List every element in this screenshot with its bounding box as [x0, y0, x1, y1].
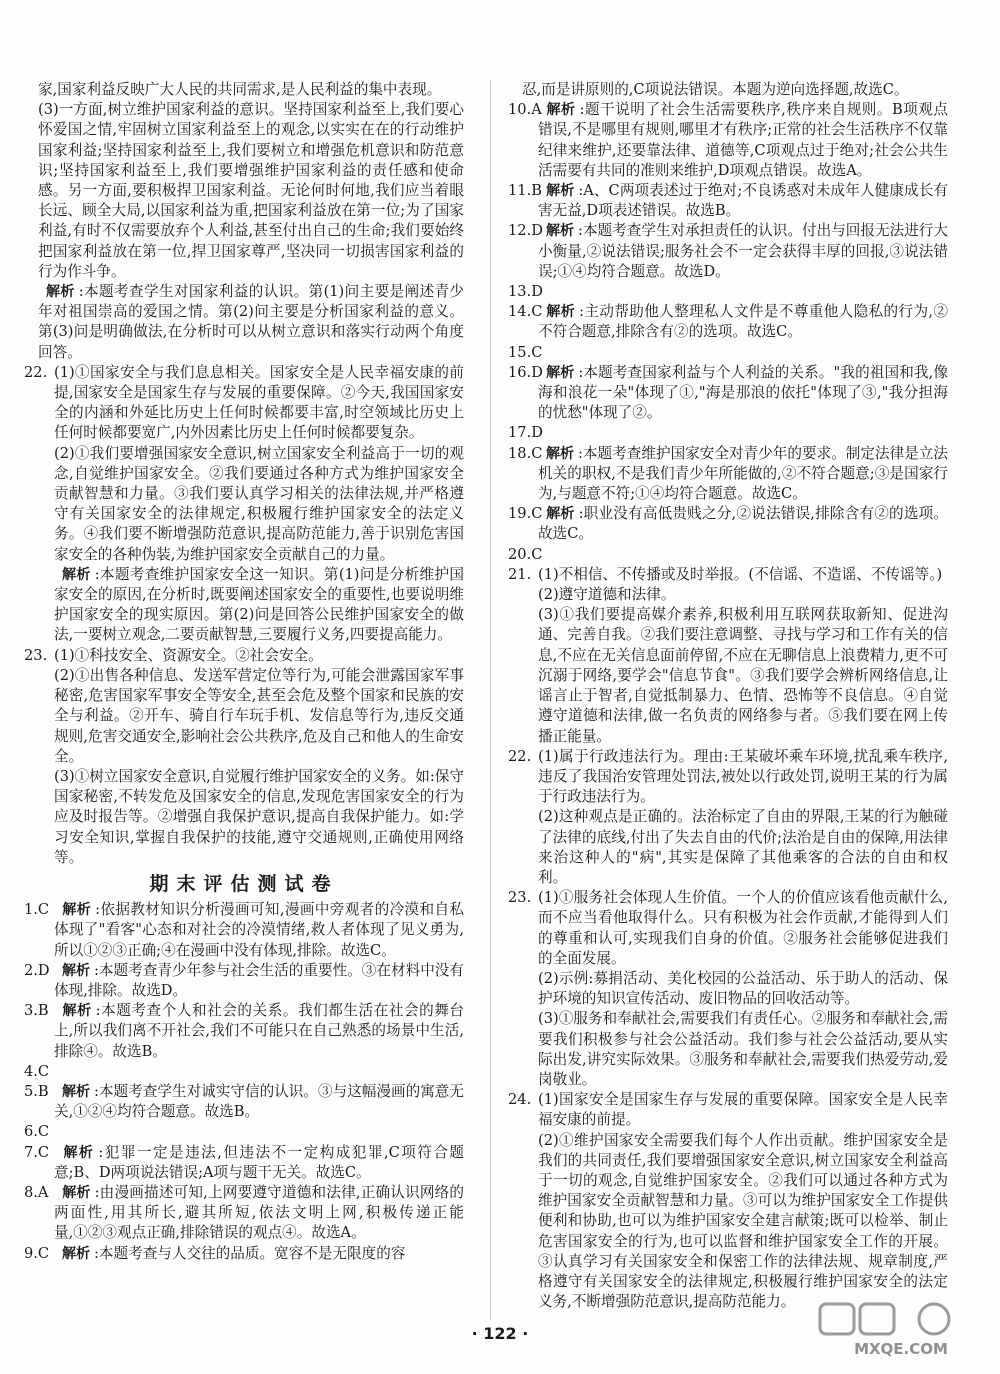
right-column	[508, 80, 948, 1312]
answer-item: 9.C 解析 :本题考查与人交往的品质。宽容不是无限度的容	[24, 1244, 406, 1262]
answer-number: 22.	[24, 363, 48, 381]
answer-item: 8.A 解析 :由漫画描述可知,上网要遵守道德和法律,正确认识网络的两面性,用其所长,避其所短,依法文明上网,积极传递正能量,①②③观点正确,排除错误的观点④。故选A。	[24, 1183, 464, 1242]
answer-item: 22. (1)属于行政违法行为。理由:王某破坏乘车环境,扰乱乘车秩序,违反了我国治安管理处罚法,被处以行政处罚,说明王某的行为属于行政违法行为。 (2)这种观点是正确的。法治标定了自由的界限,王某的行为触碰了法律的底线,付出了失去自由的代价;法治是自由的保障,用法律来治这种人的"病",其实是保障了其他乘客的合法的自由和权利。	[508, 747, 948, 886]
answer-item: 10.A 解析 :题干说明了社会生活需要秩序,秩序来自规则。B项观点错误,不是哪里有规则,哪里才有秩序;正常的社会生活秩序不仅靠纪律来维护,还要靠法律、道德等,C项观点过于绝对;社会公共生活需要有共同的准则来维护,D项观点错误。故选A。	[508, 101, 948, 179]
answer-item: 12.D 解析 :本题考查学生对承担责任的认识。付出与回报无法进行大小衡量,②说法错误;服务社会不一定会获得丰厚的回报,③说法错误;①④均符合题意。故选D。	[508, 222, 949, 280]
answer-item: 6.C	[24, 1123, 50, 1141]
analysis-label: 解析	[62, 566, 91, 583]
answer-item: 5.B 解析 :本题考查学生对诚实守信的认识。③与这幅漫画的寓意无关,①②④均符合题意。故选B。	[24, 1082, 465, 1121]
watermark-logo-icon	[816, 1300, 986, 1360]
answer-item: 21. (1)不相信、不传播或及时举报。(不信谣、不造谣、不传谣等。) (2)遵守道德和法律。 (3)①我们要提高媒介素养,积极利用互联网获取新知、促进沟通、完善自我。②我们要注意调整、寻找与学习和工作有关的信息,不应在无关信息面前停留,不应在无聊信息上浪费精力,更不可沉溺于网络,要学会"信息节食"。③我们要学会辨析网络信息,让谣言止于智者,自觉抵制暴力、色情、恐怖等不良信息。④自觉遵守道德和法律,做一名负责的网络参与者。⑤我们要在网上传播正能量。	[508, 565, 948, 745]
paragraph: 家,国家利益反映广大人民的共同需求,是人民利益的集中表现。	[38, 81, 442, 98]
answer-item: 7.C 解析 :犯罪一定是违法,但违法不一定构成犯罪,C项符合题意;B、D两项说法错误;A项与题干无关。故选C。	[24, 1143, 464, 1181]
answer-item: 4.C	[24, 1062, 50, 1080]
analysis-label: 解析	[46, 284, 75, 301]
watermark-logo	[816, 1300, 986, 1360]
paragraph: 忍,而是讲原则的,C项说法错误。本题为逆向选择题,故选C。	[522, 81, 909, 98]
column-divider	[490, 80, 491, 1320]
answer-item: 17.D	[508, 424, 543, 442]
answer-item: 13.D	[508, 283, 543, 301]
page-number: · 122 ·	[471, 1324, 529, 1343]
answer-item: 1.C 解析 :依据教材知识分析漫画可知,漫画中旁观者的冷漠和自私体现了"看客"心态和对社会的冷漠情绪,救人者体现了见义勇为,所以①②③正确;④在漫画中没有体现,排除。故选C。	[24, 901, 464, 959]
section-title: 期末评估测试卷	[149, 872, 339, 895]
answer-item: 24. (1)国家安全是国家生存与发展的重要保障。国家安全是人民幸福安康的前提。 (2)①维护国家安全需要我们每个人作出贡献。维护国家安全是我们的共同责任,我们要增强国家安全意识,树立国家安全利益高于一切的观念,自觉维护国家安全。②我们可以通过各种方式为维护国家安全贡献智慧和力量。③可以为维护国家安全工作提供便利和协助,也可以为维护国家安全建言献策;既可以检举、制止危害国家安全的行为,也可以监督和维护国家安全工作的开展。③认真学习有关国家安全和保密工作的法律法规、规章制度,严格遵守有关国家安全的法律规定,积极履行维护国家安全的法定义务,不断增强防范意识,提高防范能力。	[508, 1091, 948, 1311]
analysis-paragraph: 解析 :本题考查学生对国家利益的认识。第(1)问主要是阐述青少年对祖国崇高的爱国之情。第(2)问主要是分析国家利益的意义。第(3)问是明确做法,在分析时可以从树立意识和落实行动两个角度回答。	[38, 283, 465, 361]
paragraph: (3)一方面,树立维护国家利益的意识。坚持国家利益至上,我们要心怀爱国之情,牢固树立国家利益至上的观念,以实实在在的行动维护国家利益;坚持国家利益至上,我们要树立和增强危机意识和防范意识;坚持国家利益至上,我们要增强维护国家利益的责任感和使命感。另一方面,要积极捍卫国家利益。无论何时何地,我们应当着眼长远、顾全大局,以国家利益为重,把国家利益放在第一位;为了国家利益,有时不仅需要放弃个人利益,甚至付出自己的生命;我们要始终把国家利益放在第一位,捍卫国家尊严,坚决同一切损害国家利益的行为作斗争。	[38, 101, 464, 280]
answer-item: 16.D 解析 :本题考查国家利益与个人利益的关系。"我的祖国和我,像海和浪花一朵"体现了①,"海是那浪的依托"体现了③,"我分担海的忧愁"体现了②。	[508, 363, 948, 422]
svg-text:MXQE.COM: MXQE.COM	[854, 1340, 948, 1358]
answer-item: 20.C	[508, 545, 543, 563]
answer-item: 23. (1)①科技安全、资源安全。②社会安全。 (2)①出售各种信息、发送军营定位等行为,可能会泄露国家军事秘密,危害国家军事安全等安全,甚至会危及整个国家和民族的安全与利益。②开车、骑自行车玩手机、发信息等行为,违反交通规则,危害交通安全,影响社会公共秩序,危及自己和他人的生命安全。 (3)①树立国家安全意识,自觉履行维护国家安全的义务。如:保守国家秘密,不转发危及国家安全的信息,发现危害国家安全的行为应及时报告等。②增强自我保护意识,提高自我保护能力。如:学习安全知识,掌握自我保护的技能,遵守交通规则,正确使用网络等。	[24, 646, 464, 866]
answer-item: 15.C	[508, 343, 543, 361]
answer-item: 18.C 解析 :本题考查维护国家安全对青少年的要求。制定法律是立法机关的职权,不是我们青少年所能做的,②不符合题意;③是国家行为,与题意不符;①④均符合题意。故选C。	[508, 444, 949, 503]
answer-item: 3.B 解析 :本题考查个人和社会的关系。我们都生活在社会的舞台上,所以我们离不开社会,我们不可能只在自己熟悉的场景中生活,排除④。故选B。	[24, 1002, 465, 1060]
analysis-paragraph: 解析 :本题考查维护国家安全这一知识。第(1)问是分析维护国家安全的原因,在分析时,既要阐述国家安全的重要性,也要说明维护国家安全的现实原因。第(2)问是回答公民维护国家安全的做法,一要树立观念,二要贡献智慧,三要履行义务,四要提高能力。	[54, 565, 465, 644]
answer-item: 22. (1)①国家安全与我们息息相关。国家安全是人民幸福安康的前提,国家安全是国家生存与发展的重要保障。②今天,我国国家安全的内涵和外延比历史上任何时候都要丰富,时空领域比历史上任何时候都要宽广,内外因素比历史上任何时候都要复杂。 (2)①我们要增强国家安全意识,树立国家安全利益高于一切的观念,自觉维护国家安全。②我们要通过各种方式为维护国家安全贡献智慧和力量。③我们要认真学习相关的法律法规,并严格遵守有关国家安全的法律规定,积极履行维护国家安全的法定义务。④我们要不断增强防范意识,提高防范能力,善于识别危害国家安全的各种伪装,为维护国家安全贡献自己的力量。 解析 :本题考查维护国家安全这一知识。第(1)问是分析维护国家安全的原因,在分析时,既要阐述国家安全的重要性,也要说明维护国家安全的现实原因。第(2)问是回答公民维护国家安全的做法,一要树立观念,二要贡献智慧,三要履行义务,四要提高能力。	[24, 363, 464, 646]
left-column	[24, 80, 464, 1264]
answer-item: 19.C 解析 :职业没有高低贵贱之分,②说法错误,排除含有②的选项。故选C。	[508, 505, 948, 543]
answer-item: 23. (1)①服务社会体现人生价值。一个人的价值应该看他贡献什么,而不应当看他取得什么。只有积极为社会作贡献,才能得到人们的尊重和认可,实现我们自身的价值。②服务社会能够促进我们的全面发展。 (2)示例:募捐活动、美化校园的公益活动、乐于助人的活动、保护环境的知识宣传活动、废旧物品的回收活动等。 (3)①服务和奉献社会,需要我们有责任心。②服务和奉献社会,需要我们积极参与社会公益活动。我们参与社会公益活动,要从实际出发,讲究实际效果。③服务和奉献社会,需要我们热爱劳动,爱岗敬业。	[508, 889, 948, 1088]
answer-item: 2.D 解析 :本题考查青少年参与社会生活的重要性。③在材料中没有体现,排除。故选D。	[24, 961, 465, 999]
answer-item: 14.C 解析 :主动帮助他人整理私人文件是不尊重他人隐私的行为,②不符合题意,排除含有②的选项。故选C。	[508, 303, 948, 341]
answer-item: 11.B 解析 :A、C两项表述过于绝对;不良诱惑对未成年人健康成长有害无益,D项表述错误。故选B。	[508, 182, 949, 220]
answer-number: 23.	[24, 646, 48, 664]
